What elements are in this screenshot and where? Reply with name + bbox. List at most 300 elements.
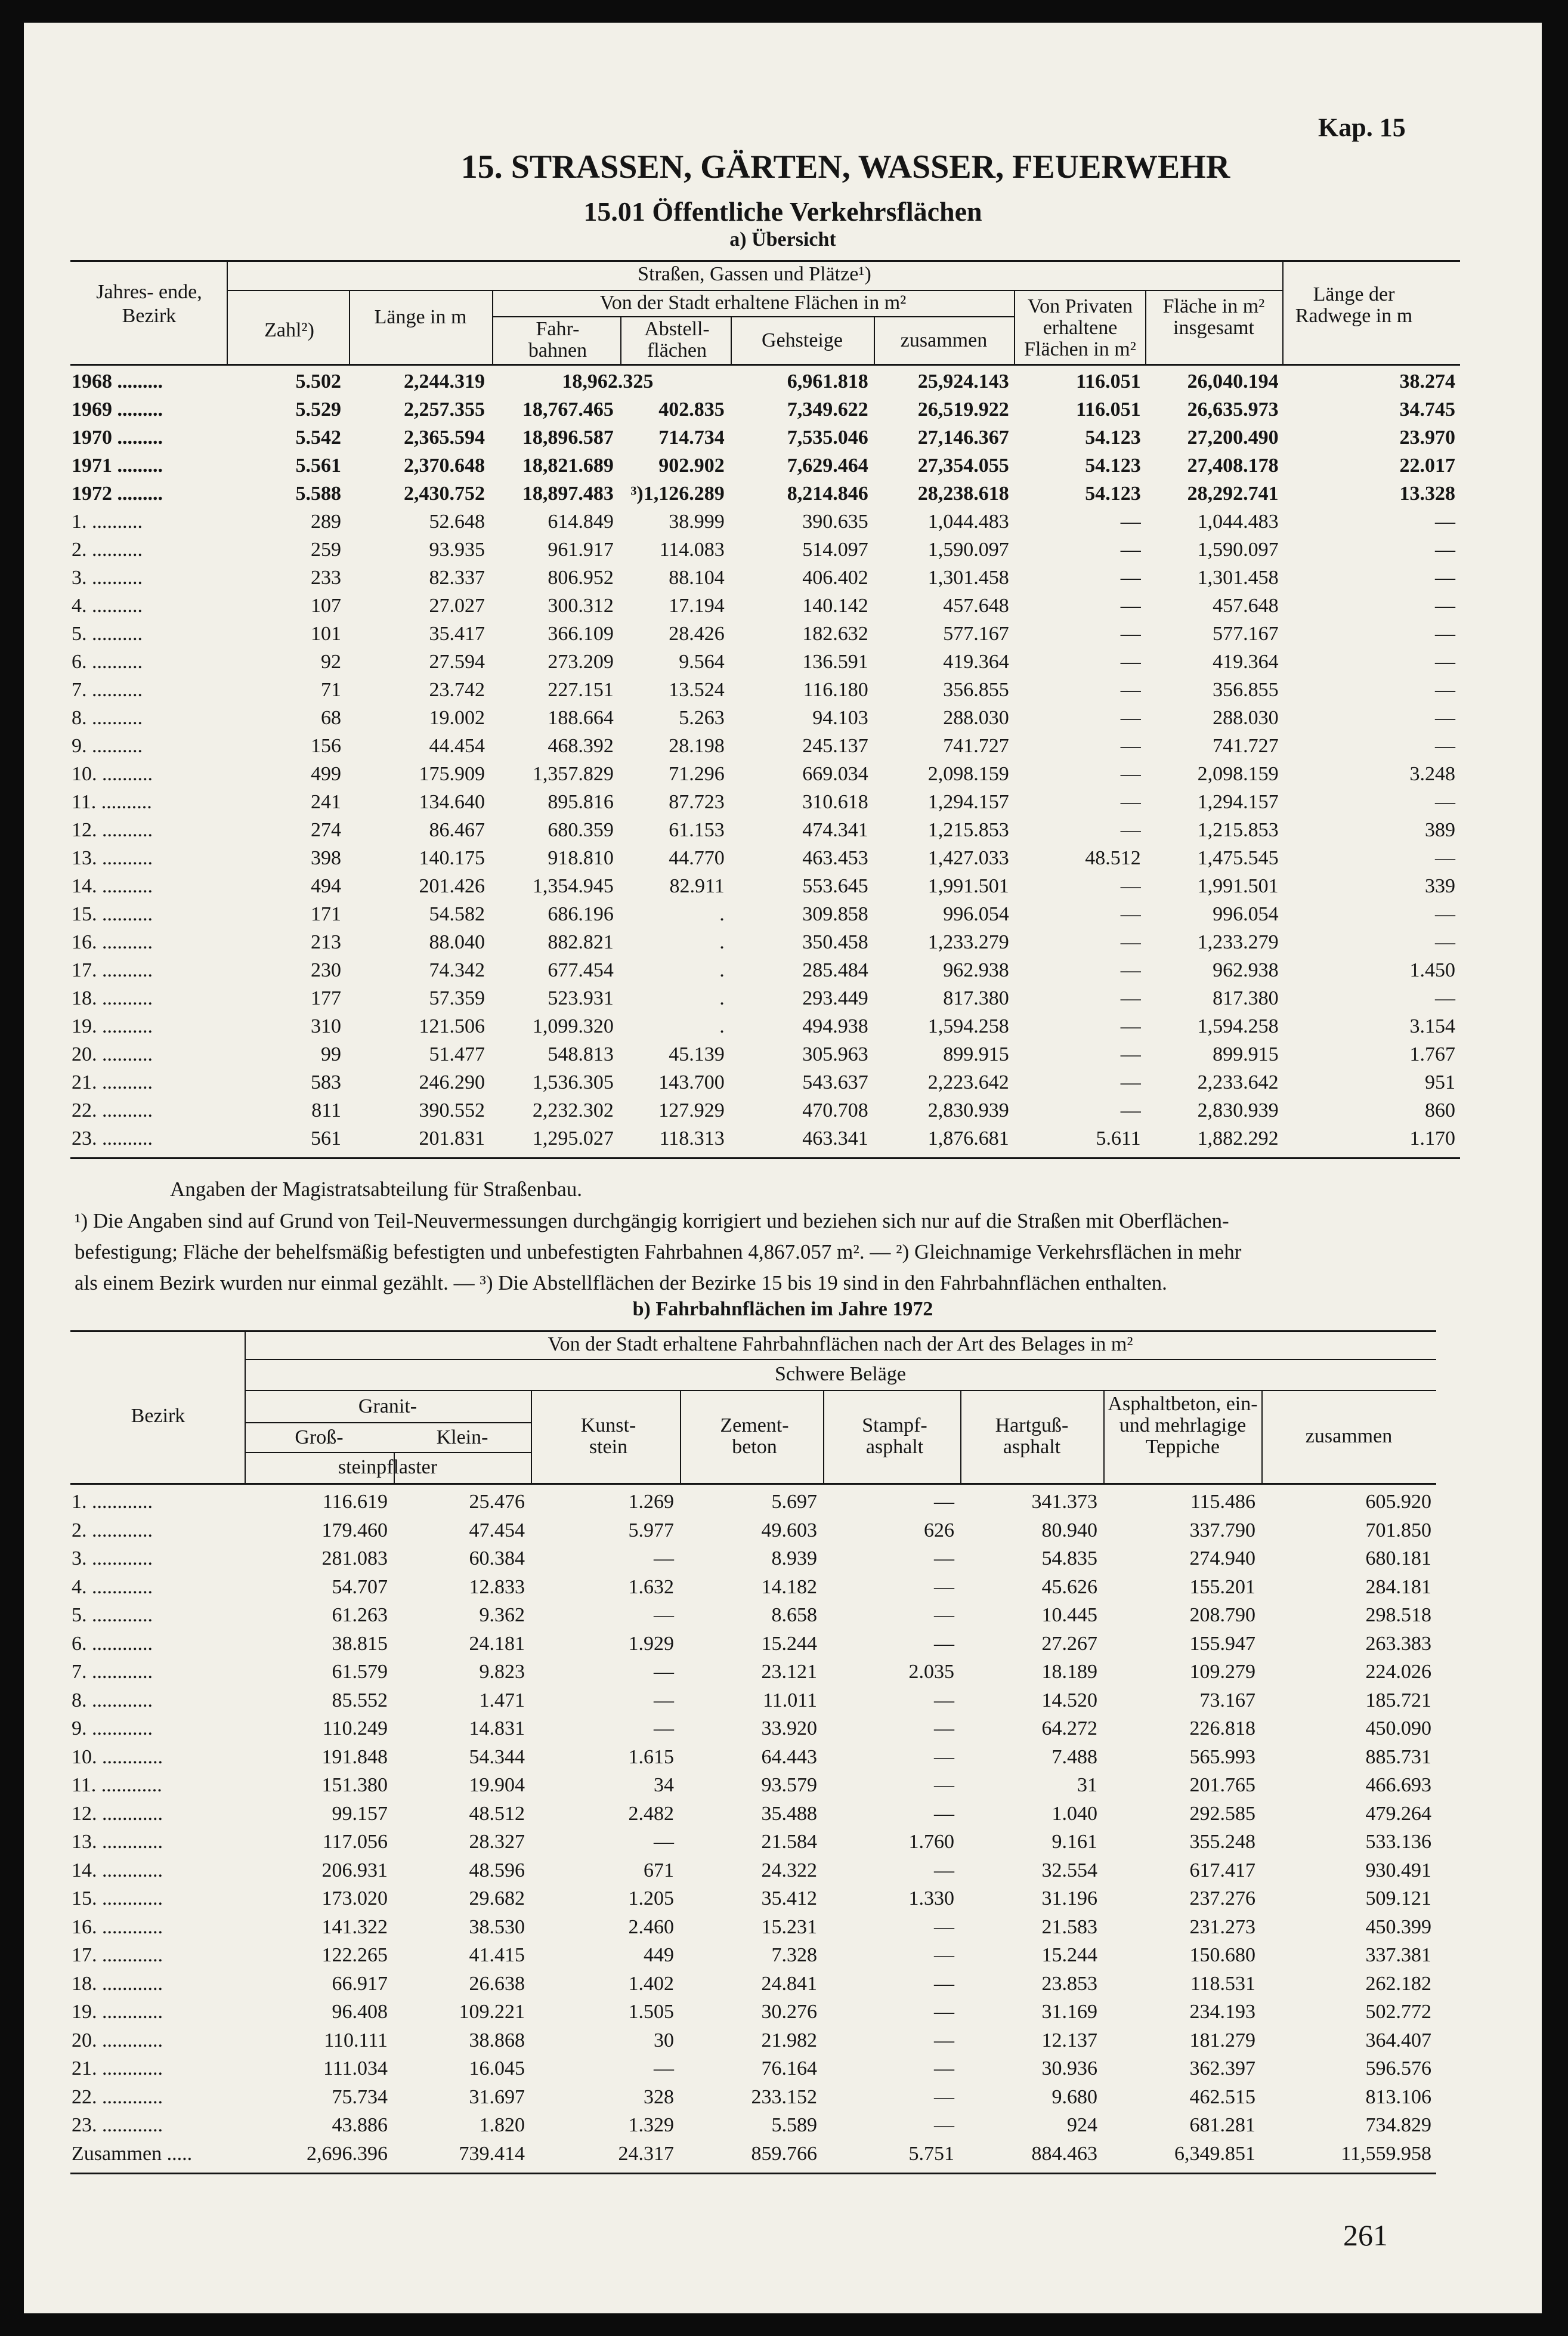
table-cell: 191.848 [321, 1745, 388, 1768]
table-cell: 88.040 [429, 931, 485, 953]
table-cell: 1.170 [1409, 1127, 1455, 1150]
row-label: 19. ............ [72, 2001, 163, 2023]
table-cell: 64.272 [1041, 1717, 1097, 1739]
row-label: 14. ............ [72, 1859, 163, 1881]
table-cell: 54.123 [1085, 455, 1141, 477]
table-cell: 17.194 [669, 595, 725, 617]
table-row [72, 1828, 1437, 1856]
row-label: 19. .......... [72, 1015, 153, 1037]
table-cell: 2,370.648 [404, 455, 485, 477]
table-row [72, 2026, 1437, 2055]
table-cell: 9.161 [1051, 1831, 1097, 1853]
table-cell: 285.484 [802, 959, 868, 981]
table-cell: 328 [644, 2085, 674, 2108]
table-cell: 38.999 [669, 511, 725, 533]
table-cell: 5.588 [295, 483, 341, 505]
row-label: 23. ............ [72, 2114, 163, 2136]
table-cell: 15.231 [761, 1915, 817, 1938]
rule [492, 316, 1014, 317]
table-cell: 24.322 [761, 1859, 817, 1881]
table-cell: 118.313 [659, 1127, 725, 1150]
table-cell: 1,294.157 [1197, 791, 1279, 813]
table-cell: 234.193 [1189, 2001, 1255, 2023]
table-cell: 274 [310, 819, 341, 841]
table-cell: 305.963 [802, 1043, 868, 1065]
source-note: Angaben der Magistratsabteilung für Straßenbau. [170, 1178, 583, 1201]
row-label: 12. ............ [72, 1802, 163, 1825]
table-cell: 30.936 [1041, 2057, 1097, 2079]
table-cell: 10.445 [1041, 1604, 1097, 1626]
table-cell: — [1435, 539, 1455, 561]
table-cell: 29.682 [469, 1887, 525, 1909]
table-cell: — [934, 1547, 954, 1569]
table-cell: 141.322 [321, 1915, 388, 1938]
table-cell: 457.648 [1213, 595, 1279, 617]
row-label: 20. ............ [72, 2029, 163, 2051]
table-cell: 899.915 [943, 1043, 1009, 1065]
table-cell: 1,099.320 [532, 1015, 614, 1037]
table-row [72, 1714, 1437, 1743]
table-cell: 284.181 [1365, 1575, 1431, 1598]
table-cell: 38.868 [469, 2029, 525, 2051]
table-cell: 961.917 [548, 539, 614, 561]
table-cell: — [1120, 623, 1141, 645]
table-cell: 6,349.851 [1174, 2142, 1255, 2165]
table-cell: — [934, 2057, 954, 2079]
table-cell: 398 [310, 847, 341, 869]
table-cell: 860 [1425, 1099, 1455, 1121]
table-row [72, 620, 1461, 648]
table-cell: 310 [310, 1015, 341, 1037]
table-cell: 262.182 [1365, 1972, 1431, 1995]
col-header-asphaltbeton: Asphaltbeton, ein- und mehrlagige Teppiche [1108, 1393, 1258, 1458]
table-cell: 259 [310, 539, 341, 561]
table-cell: 45.626 [1041, 1575, 1097, 1598]
table-row [72, 1601, 1437, 1630]
table-cell: 339 [1425, 875, 1455, 897]
rule [1014, 290, 1015, 365]
table-cell: 226.818 [1189, 1717, 1255, 1739]
table-cell: 117.056 [322, 1831, 388, 1853]
table-row [72, 1970, 1437, 1998]
table-cell: 499 [310, 763, 341, 785]
table-cell: 1,594.258 [927, 1015, 1009, 1037]
table-cell: 364.407 [1365, 2029, 1431, 2051]
table-cell: 859.766 [751, 2142, 817, 2165]
table-cell: 6,961.818 [787, 370, 868, 393]
table-cell: 80.940 [1041, 1519, 1097, 1541]
table-cell: 24.181 [469, 1632, 525, 1655]
table-cell: — [1120, 567, 1141, 589]
table-cell: 23.121 [761, 1661, 817, 1683]
row-label: 5. .......... [72, 623, 143, 645]
table-cell: 27,200.490 [1187, 427, 1279, 449]
table-cell: 99 [320, 1043, 341, 1065]
table-cell: 101 [310, 623, 341, 645]
row-label: 13. .......... [72, 847, 153, 869]
table-cell: 173.020 [321, 1887, 388, 1909]
pavement-table [72, 1488, 1437, 2168]
table-cell: 5.589 [771, 2114, 817, 2136]
table-cell: 292.585 [1189, 1802, 1255, 1825]
row-label: 23. .......... [72, 1127, 153, 1150]
table-cell: 2,244.319 [404, 370, 485, 393]
table-cell: — [1435, 707, 1455, 729]
table-cell: 5.561 [295, 455, 341, 477]
table-cell: 21.583 [1041, 1915, 1097, 1938]
table-cell: 1.205 [628, 1887, 674, 1909]
table-cell: 110.111 [324, 2029, 388, 2051]
table-cell: 68 [320, 707, 341, 729]
table-cell: 27,146.367 [917, 427, 1009, 449]
table-cell: 22.017 [1399, 455, 1455, 477]
table-cell: 30.276 [761, 2001, 817, 2023]
table-cell: 32.554 [1041, 1859, 1097, 1881]
table-cell: 806.952 [548, 567, 614, 589]
table-cell: 2,223.642 [927, 1071, 1009, 1093]
table-cell: 35.412 [761, 1887, 817, 1909]
table-cell: 11.011 [763, 1689, 817, 1711]
table-cell: 23.970 [1399, 427, 1455, 449]
table-cell: 134.640 [419, 791, 485, 813]
table-cell: 523.931 [548, 987, 614, 1009]
table-cell: 28.426 [669, 623, 725, 645]
table-cell: 11,559.958 [1341, 2142, 1431, 2165]
page [24, 23, 1542, 2313]
table-cell: 902.902 [658, 455, 725, 477]
row-label: 1972 ......... [72, 483, 163, 505]
row-label: 3. .......... [72, 567, 143, 589]
col-header-privat: Von Privaten erhaltene Flächen in m² [1024, 295, 1136, 360]
table-cell: 895.816 [548, 791, 614, 813]
table-cell: 61.263 [332, 1604, 388, 1626]
table-cell: — [1435, 847, 1455, 869]
table-cell: 12.833 [469, 1575, 525, 1598]
table-cell: 5.697 [771, 1491, 817, 1513]
table-cell: 474.341 [802, 819, 868, 841]
table-cell: — [934, 1575, 954, 1598]
table-cell: — [1435, 735, 1455, 757]
table-cell: — [1435, 679, 1455, 701]
table-cell: 741.727 [943, 735, 1009, 757]
table-cell: 463.453 [802, 847, 868, 869]
table-cell: 182.632 [802, 623, 868, 645]
table-cell: 18,821.689 [522, 455, 614, 477]
table-cell: 110.249 [322, 1717, 388, 1739]
table-cell: 1.330 [908, 1887, 954, 1909]
rule [245, 1359, 1436, 1360]
table-cell: — [934, 1604, 954, 1626]
table-cell: 1.767 [1409, 1043, 1455, 1065]
table-cell: 18,896.587 [522, 427, 614, 449]
table-cell: 918.810 [548, 847, 614, 869]
table-cell: 543.637 [802, 1071, 868, 1093]
table-cell: 2,232.302 [532, 1099, 614, 1121]
table-cell: 109.221 [459, 2001, 525, 2023]
row-label: 1. ............ [72, 1491, 153, 1513]
table-cell: 51.477 [429, 1043, 485, 1065]
table-cell: 577.167 [1213, 623, 1279, 645]
table-row [72, 732, 1461, 760]
table-cell: 116.180 [803, 679, 868, 701]
table-cell: 1,301.458 [1197, 567, 1279, 589]
table-cell: 82.911 [669, 875, 725, 897]
table-row [72, 1856, 1437, 1885]
col-header-zahl: Zahl²) [264, 319, 314, 341]
table-cell: 450.399 [1365, 1915, 1431, 1938]
table-cell: 127.929 [658, 1099, 725, 1121]
table-cell: 88.104 [669, 567, 725, 589]
table-cell: 175.909 [419, 763, 485, 785]
table-cell: 350.458 [802, 931, 868, 953]
table-row [72, 956, 1461, 984]
table-cell: 24.841 [761, 1972, 817, 1995]
table-cell: 1,876.681 [927, 1127, 1009, 1150]
table-cell: 206.931 [321, 1859, 388, 1881]
rule [1145, 290, 1146, 365]
table-cell: 35.417 [429, 623, 485, 645]
table-row [72, 648, 1461, 676]
table-cell: 811 [311, 1099, 341, 1121]
col-header-jahresende: Jahres- ende, Bezirk [96, 281, 202, 327]
table-cell: 43.886 [332, 2114, 388, 2136]
table-cell: — [1120, 511, 1141, 533]
table-cell: — [1435, 651, 1455, 673]
table-cell: — [654, 1547, 674, 1569]
table-cell: 208.790 [1189, 1604, 1255, 1626]
table-row [72, 928, 1461, 956]
table-cell: — [1120, 651, 1141, 673]
col-header-steinpflaster: steinpflaster [338, 1456, 438, 1478]
table-cell: — [934, 1944, 954, 1966]
table-row [72, 1913, 1437, 1942]
table-row [72, 1040, 1461, 1068]
table-cell: 64.443 [761, 1745, 817, 1768]
table-cell: — [1435, 791, 1455, 813]
table-cell: 2.482 [628, 1802, 674, 1825]
row-label: 1971 ......... [72, 455, 163, 477]
table-cell: 1,594.258 [1197, 1015, 1279, 1037]
table-cell: 76.164 [761, 2057, 817, 2079]
subsection-title: a) Übersicht [729, 228, 836, 251]
table-cell: 44.454 [429, 735, 485, 757]
table-cell: 116.619 [322, 1491, 388, 1513]
table-cell: 7,349.622 [787, 398, 868, 421]
table-cell: 140.175 [419, 847, 485, 869]
row-label: 18. ............ [72, 1972, 163, 1995]
table-cell: 309.858 [802, 903, 868, 925]
table-cell: 94.103 [812, 707, 868, 729]
table-cell: — [1120, 763, 1141, 785]
table-cell: 231.273 [1189, 1915, 1255, 1938]
table-cell: 66.917 [332, 1972, 388, 1995]
table-cell: 2,430.752 [404, 483, 485, 505]
table-cell: 13.328 [1399, 483, 1455, 505]
table-cell: 15.244 [1041, 1944, 1097, 1966]
col-header-bezirk: Bezirk [131, 1405, 185, 1427]
table-cell: 310.618 [802, 791, 868, 813]
table-cell: 54.582 [429, 903, 485, 925]
table-cell: 288.030 [1213, 707, 1279, 729]
row-label: 2. .......... [72, 539, 143, 561]
table-cell: 27.027 [429, 595, 485, 617]
table-row [72, 2054, 1437, 2083]
table-cell: 143.700 [658, 1071, 725, 1093]
table-cell: 1,354.945 [532, 875, 614, 897]
table-cell: 1,882.292 [1197, 1127, 1279, 1150]
table-cell: 45.139 [669, 1043, 725, 1065]
table-row [72, 704, 1461, 732]
table-cell: 2,830.939 [927, 1099, 1009, 1121]
table-cell: 71.296 [669, 763, 725, 785]
table-cell: — [1120, 1071, 1141, 1093]
table-cell: 548.813 [548, 1043, 614, 1065]
table-cell: 201.765 [1189, 1774, 1255, 1796]
table-cell: 16.045 [469, 2057, 525, 2079]
table-cell: 494 [310, 875, 341, 897]
table-cell: 1.040 [1051, 1802, 1097, 1825]
table-cell: 1.760 [908, 1831, 954, 1853]
col-header-hartguss: Hartguß- asphalt [995, 1414, 1069, 1458]
table-cell: 155.947 [1189, 1632, 1255, 1655]
row-label: 8. ............ [72, 1689, 153, 1711]
table-cell: . [719, 1015, 725, 1037]
table-cell: 884.463 [1031, 2142, 1097, 2165]
table-cell: 263.383 [1365, 1632, 1431, 1655]
table-cell: — [934, 1774, 954, 1796]
table-cell: — [934, 1802, 954, 1825]
table-cell: 116.051 [1076, 370, 1141, 393]
table-cell: 289 [310, 511, 341, 533]
table-cell: 18,962.325 [562, 370, 654, 393]
col-header-schwere: Schwere Beläge [775, 1363, 906, 1385]
table-cell: — [1435, 511, 1455, 533]
table-cell: 298.518 [1365, 1604, 1431, 1626]
table-row [72, 1630, 1437, 1658]
table-cell: 817.380 [1213, 987, 1279, 1009]
row-label: 17. .......... [72, 959, 153, 981]
col-header-gehsteige: Gehsteige [762, 329, 843, 351]
table-cell: — [1435, 567, 1455, 589]
table-cell: 1,215.853 [927, 819, 1009, 841]
table-cell: . [719, 959, 725, 981]
table-cell: 680.359 [548, 819, 614, 841]
table-cell: 470.708 [802, 1099, 868, 1121]
table-cell: 28.327 [469, 1831, 525, 1853]
row-label: 7. .......... [72, 679, 143, 701]
table-cell: 1.269 [628, 1491, 674, 1513]
table-cell: 3.154 [1409, 1015, 1455, 1037]
table-cell: 13.524 [669, 679, 725, 701]
col-header-top: Von der Stadt erhaltene Fahrbahnflächen nach der Art des Belages in m² [548, 1333, 1133, 1355]
table-cell: 109.279 [1189, 1661, 1255, 1683]
table-cell: — [1120, 707, 1141, 729]
row-label: 15. .......... [72, 903, 153, 925]
table-cell: 74.342 [429, 959, 485, 981]
table-cell: 1.820 [479, 2114, 525, 2136]
row-label: 13. ............ [72, 1831, 163, 1853]
page-number: 261 [1343, 2218, 1388, 2252]
table-cell: 48.596 [469, 1859, 525, 1881]
table-cell: 680.181 [1365, 1547, 1431, 1569]
table-row [72, 1941, 1437, 1970]
table-cell: 996.054 [943, 903, 1009, 925]
table-cell: 1,044.483 [927, 511, 1009, 533]
table-cell: 82.337 [429, 567, 485, 589]
table-row [72, 984, 1461, 1012]
table-cell: 1,427.033 [927, 847, 1009, 869]
rule [245, 1422, 531, 1423]
table-cell: 245.137 [802, 735, 868, 757]
table-cell: 1.929 [628, 1632, 674, 1655]
table-cell: 14.182 [761, 1575, 817, 1598]
table-cell: — [934, 1491, 954, 1513]
table-cell: 31.697 [469, 2085, 525, 2108]
table-cell: 274.940 [1189, 1547, 1255, 1569]
table-cell: 1,991.501 [927, 875, 1009, 897]
col-header-strassen: Straßen, Gassen und Plätze¹) [638, 263, 871, 285]
col-header-zusammen-b: zusammen [1305, 1425, 1393, 1447]
table-cell: 99.157 [332, 1802, 388, 1825]
table-cell: 96.408 [332, 2001, 388, 2023]
table-cell: 882.821 [548, 931, 614, 953]
table-cell: 468.392 [548, 735, 614, 757]
col-header-fahrbahnen: Fahr- bahnen [528, 318, 587, 361]
row-label: 6. ............ [72, 1632, 153, 1655]
table-cell: 52.648 [429, 511, 485, 533]
table-cell: — [934, 1689, 954, 1711]
table-row [72, 367, 1461, 395]
table-cell: 201.426 [419, 875, 485, 897]
row-label: 6. .......... [72, 651, 143, 673]
table-cell: 1.329 [628, 2114, 674, 2136]
table-cell: 596.576 [1365, 2057, 1431, 2079]
col-header-gross: Groß- [295, 1426, 344, 1448]
table-row [72, 788, 1461, 816]
table-cell: 466.693 [1365, 1774, 1431, 1796]
table-cell: — [1120, 791, 1141, 813]
table-cell: 21.982 [761, 2029, 817, 2051]
table-cell: 92 [320, 651, 341, 673]
row-label: 21. .......... [72, 1071, 153, 1093]
table-cell: 686.196 [548, 903, 614, 925]
table-cell: 8,214.846 [787, 483, 868, 505]
rule [227, 290, 1282, 291]
row-label: 8. .......... [72, 707, 143, 729]
table-cell: 233 [310, 567, 341, 589]
table-cell: 48.512 [469, 1802, 525, 1825]
table-cell: — [1120, 1043, 1141, 1065]
table-cell: 2,830.939 [1197, 1099, 1279, 1121]
table-cell: — [934, 1717, 954, 1739]
table-row [72, 2140, 1437, 2168]
table-cell: 1,301.458 [927, 567, 1009, 589]
table-cell: . [719, 931, 725, 953]
rule [70, 260, 1460, 262]
table-cell: 1,357.829 [532, 763, 614, 785]
table-cell: 2,098.159 [1197, 763, 1279, 785]
table-cell: 27.267 [1041, 1632, 1097, 1655]
table-cell: 233.152 [751, 2085, 817, 2108]
table-cell: — [1435, 931, 1455, 953]
table-cell: 118.531 [1190, 1972, 1255, 1995]
table-cell: 213 [310, 931, 341, 953]
table-cell: 47.454 [469, 1519, 525, 1541]
footnote-line: befestigung; Fläche der behelfsmäßig befestigten und unbefestigten Fahrbahnen 4,867.057 m². — ²) Gleichnamige Verkehrsflächen in mehr [75, 1240, 1242, 1263]
table-cell: 1,590.097 [1197, 539, 1279, 561]
table-cell: . [719, 987, 725, 1009]
rule [620, 316, 621, 365]
